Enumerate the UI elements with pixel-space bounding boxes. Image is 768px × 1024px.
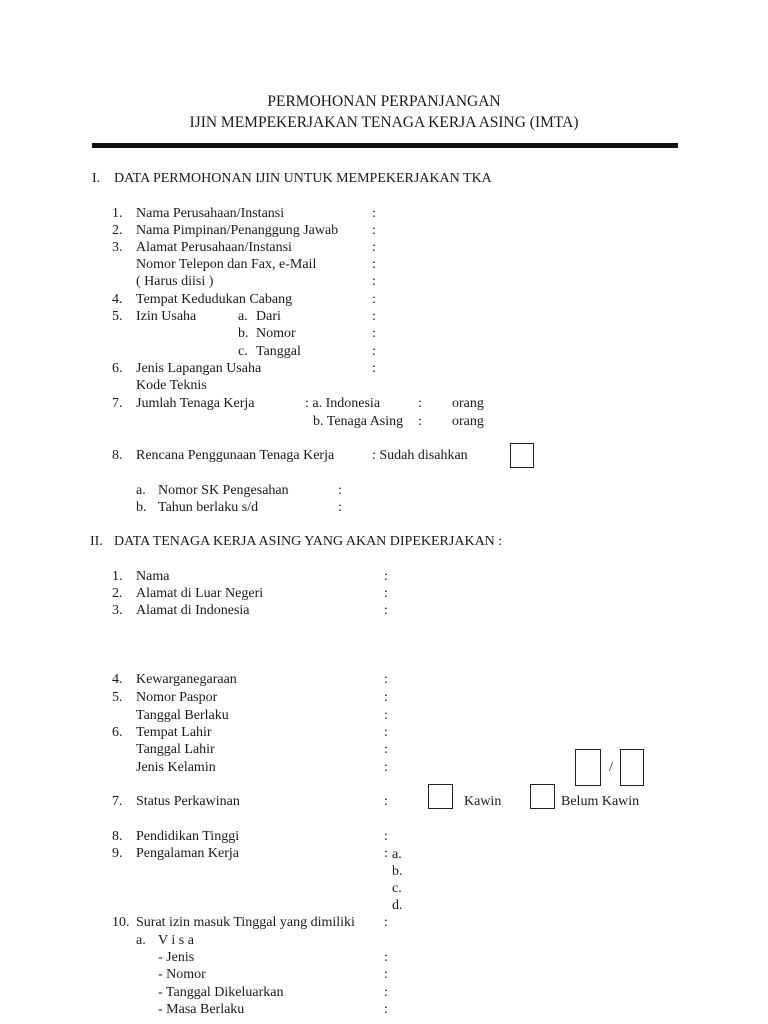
visa-tanggal-label: - Tanggal Dikeluarkan bbox=[158, 985, 284, 1000]
s2-item-2-colon: : bbox=[384, 586, 388, 601]
pengalaman-c: c. bbox=[392, 881, 402, 896]
s1-item-3-colon: : bbox=[372, 240, 376, 255]
s1-item-3-num: 3. bbox=[112, 240, 123, 255]
s2-item-6c-colon: : bbox=[384, 760, 388, 775]
izin-sub-a-letter: a. bbox=[238, 309, 248, 324]
s1-item-3c-colon: : bbox=[372, 274, 376, 289]
tenaga-indonesia: : a. Indonesia bbox=[305, 396, 381, 411]
tahun-colon: : bbox=[338, 500, 342, 515]
tenaga-asing: b. Tenaga Asing bbox=[313, 414, 404, 429]
pengalaman-d: d. bbox=[392, 898, 403, 913]
tenaga-indonesia-colon: : bbox=[418, 396, 422, 411]
visa-nomor-colon: : bbox=[384, 967, 388, 982]
s2-item-4-num: 4. bbox=[112, 672, 123, 687]
izin-sub-b-letter: b. bbox=[238, 326, 249, 341]
section1-num: I. bbox=[92, 171, 101, 186]
s1-item-5-num: 5. bbox=[112, 309, 123, 324]
s2-item-3-num: 3. bbox=[112, 603, 123, 618]
s1-item-6-num: 6. bbox=[112, 361, 123, 376]
sk-label: Nomor SK Pengesahan bbox=[158, 483, 289, 498]
s1-item-2-colon: : bbox=[372, 223, 376, 238]
s2-item-6-label: Tempat Lahir bbox=[136, 725, 212, 740]
s1-item-2-num: 2. bbox=[112, 223, 123, 238]
s1-item-7-label: Jumlah Tenaga Kerja bbox=[136, 396, 255, 411]
s2-item-7-num: 7. bbox=[112, 794, 123, 809]
s2-item-4-label: Kewarganegaraan bbox=[136, 672, 237, 687]
s1-item-2-label: Nama Pimpinan/Penanggung Jawab bbox=[136, 223, 339, 238]
visa-jenis-label: - Jenis bbox=[158, 950, 195, 965]
s2-item-5b-colon: : bbox=[384, 708, 388, 723]
s2-item-1-colon: : bbox=[384, 569, 388, 584]
tahun-label: Tahun berlaku s/d bbox=[158, 500, 259, 515]
s1-item-3-label: Alamat Perusahaan/Instansi bbox=[136, 240, 292, 255]
title-line-1: PERMOHONAN PERPANJANGAN bbox=[267, 93, 501, 110]
section1-heading: DATA PERMOHONAN IJIN UNTUK MEMPEKERJAKAN TKA bbox=[114, 171, 492, 186]
s2-item-5-colon: : bbox=[384, 690, 388, 705]
s2-item-10-num: 10. bbox=[112, 915, 130, 930]
tenaga-indonesia-unit: orang bbox=[452, 396, 484, 411]
section2-heading: DATA TENAGA KERJA ASING YANG AKAN DIPEKERJAKAN : bbox=[114, 534, 503, 549]
s2-item-5-num: 5. bbox=[112, 690, 123, 705]
visa-letter: a. bbox=[136, 933, 146, 948]
s2-item-3-colon: : bbox=[384, 603, 388, 618]
tahun-letter: b. bbox=[136, 500, 147, 515]
title-rule bbox=[92, 143, 678, 148]
s1-item-1-label: Nama Perusahaan/Instansi bbox=[136, 206, 285, 221]
s1-item-3c-label: ( Harus diisi ) bbox=[136, 274, 214, 289]
s2-item-6b-label: Tanggal Lahir bbox=[136, 742, 215, 757]
s2-item-3-label: Alamat di Indonesia bbox=[136, 603, 250, 618]
s2-item-8-colon: : bbox=[384, 829, 388, 844]
s1-item-8-num: 8. bbox=[112, 448, 123, 463]
visa-masa-label: - Masa Berlaku bbox=[158, 1002, 245, 1017]
s2-item-5b-label: Tanggal Berlaku bbox=[136, 708, 229, 723]
sk-letter: a. bbox=[136, 483, 146, 498]
s1-item-6-colon: : bbox=[372, 361, 376, 376]
s1-item-1-colon: : bbox=[372, 206, 376, 221]
tenaga-asing-unit: orang bbox=[452, 414, 484, 429]
s2-item-5-label: Nomor Paspor bbox=[136, 690, 218, 705]
visa-label: V i s a bbox=[158, 933, 194, 948]
izin-sub-c-label: Tanggal bbox=[256, 344, 301, 359]
s1-item-8-label: Rencana Penggunaan Tenaga Kerja bbox=[136, 448, 335, 463]
s2-item-2-label: Alamat di Luar Negeri bbox=[136, 586, 264, 601]
s1-item-4-num: 4. bbox=[112, 292, 123, 307]
s2-item-9-num: 9. bbox=[112, 846, 123, 861]
s2-item-6c-label: Jenis Kelamin bbox=[136, 760, 216, 775]
s2-item-2-num: 2. bbox=[112, 586, 123, 601]
izin-sub-b-colon: : bbox=[372, 326, 376, 341]
sudah-disahkan-checkbox[interactable] bbox=[510, 443, 534, 468]
s2-item-8-label: Pendidikan Tinggi bbox=[136, 829, 240, 844]
s2-item-9-colon: : bbox=[384, 846, 388, 861]
s1-item-4-label: Tempat Kedudukan Cabang bbox=[136, 292, 293, 307]
s1-item-1-num: 1. bbox=[112, 206, 123, 221]
izin-sub-c-colon: : bbox=[372, 344, 376, 359]
s2-item-9-label: Pengalaman Kerja bbox=[136, 846, 240, 861]
tenaga-asing-colon: : bbox=[418, 414, 422, 429]
izin-sub-c-letter: c. bbox=[238, 344, 248, 359]
section2-num: II. bbox=[90, 534, 103, 549]
sk-colon: : bbox=[338, 483, 342, 498]
s2-item-1-label: Nama bbox=[136, 569, 170, 584]
kawin-checkbox[interactable] bbox=[428, 784, 453, 809]
s2-item-7-label: Status Perkawinan bbox=[136, 794, 240, 809]
s2-item-6-num: 6. bbox=[112, 725, 123, 740]
s1-item-3b-colon: : bbox=[372, 257, 376, 272]
visa-nomor-label: - Nomor bbox=[158, 967, 206, 982]
gender-female-checkbox[interactable] bbox=[620, 749, 644, 786]
visa-tanggal-colon: : bbox=[384, 985, 388, 1000]
s2-item-6-colon: : bbox=[384, 725, 388, 740]
s1-item-5-label: Izin Usaha bbox=[136, 309, 197, 324]
belum-kawin-label: Belum Kawin bbox=[561, 794, 640, 809]
kawin-label: Kawin bbox=[464, 794, 502, 809]
s2-item-7-colon: : bbox=[384, 794, 388, 809]
gender-male-checkbox[interactable] bbox=[575, 749, 601, 786]
s2-item-6b-colon: : bbox=[384, 742, 388, 757]
s2-item-10-colon: : bbox=[384, 915, 388, 930]
s1-item-7-num: 7. bbox=[112, 396, 123, 411]
izin-sub-a-label: Dari bbox=[256, 309, 281, 324]
s1-item-6b-label: Kode Teknis bbox=[136, 378, 207, 393]
s2-item-10-label: Surat izin masuk Tinggal yang dimiliki bbox=[136, 915, 355, 930]
pengalaman-a: a. bbox=[392, 847, 402, 862]
s1-item-3b-label: Nomor Telepon dan Fax, e-Mail bbox=[136, 257, 317, 272]
izin-sub-b-label: Nomor bbox=[256, 326, 296, 341]
s1-item-8-value: : Sudah disahkan bbox=[372, 448, 468, 463]
gender-separator: / bbox=[609, 760, 613, 775]
s2-item-4-colon: : bbox=[384, 672, 388, 687]
visa-jenis-colon: : bbox=[384, 950, 388, 965]
title-line-2: IJIN MEMPEKERJAKAN TENAGA KERJA ASING (IMTA) bbox=[189, 114, 579, 131]
visa-masa-colon: : bbox=[384, 1002, 388, 1017]
s1-item-4-colon: : bbox=[372, 292, 376, 307]
belum-kawin-checkbox[interactable] bbox=[530, 784, 555, 809]
izin-sub-a-colon: : bbox=[372, 309, 376, 324]
s2-item-1-num: 1. bbox=[112, 569, 123, 584]
s2-item-8-num: 8. bbox=[112, 829, 123, 844]
s1-item-6-label: Jenis Lapangan Usaha bbox=[136, 361, 262, 376]
pengalaman-b: b. bbox=[392, 864, 403, 879]
